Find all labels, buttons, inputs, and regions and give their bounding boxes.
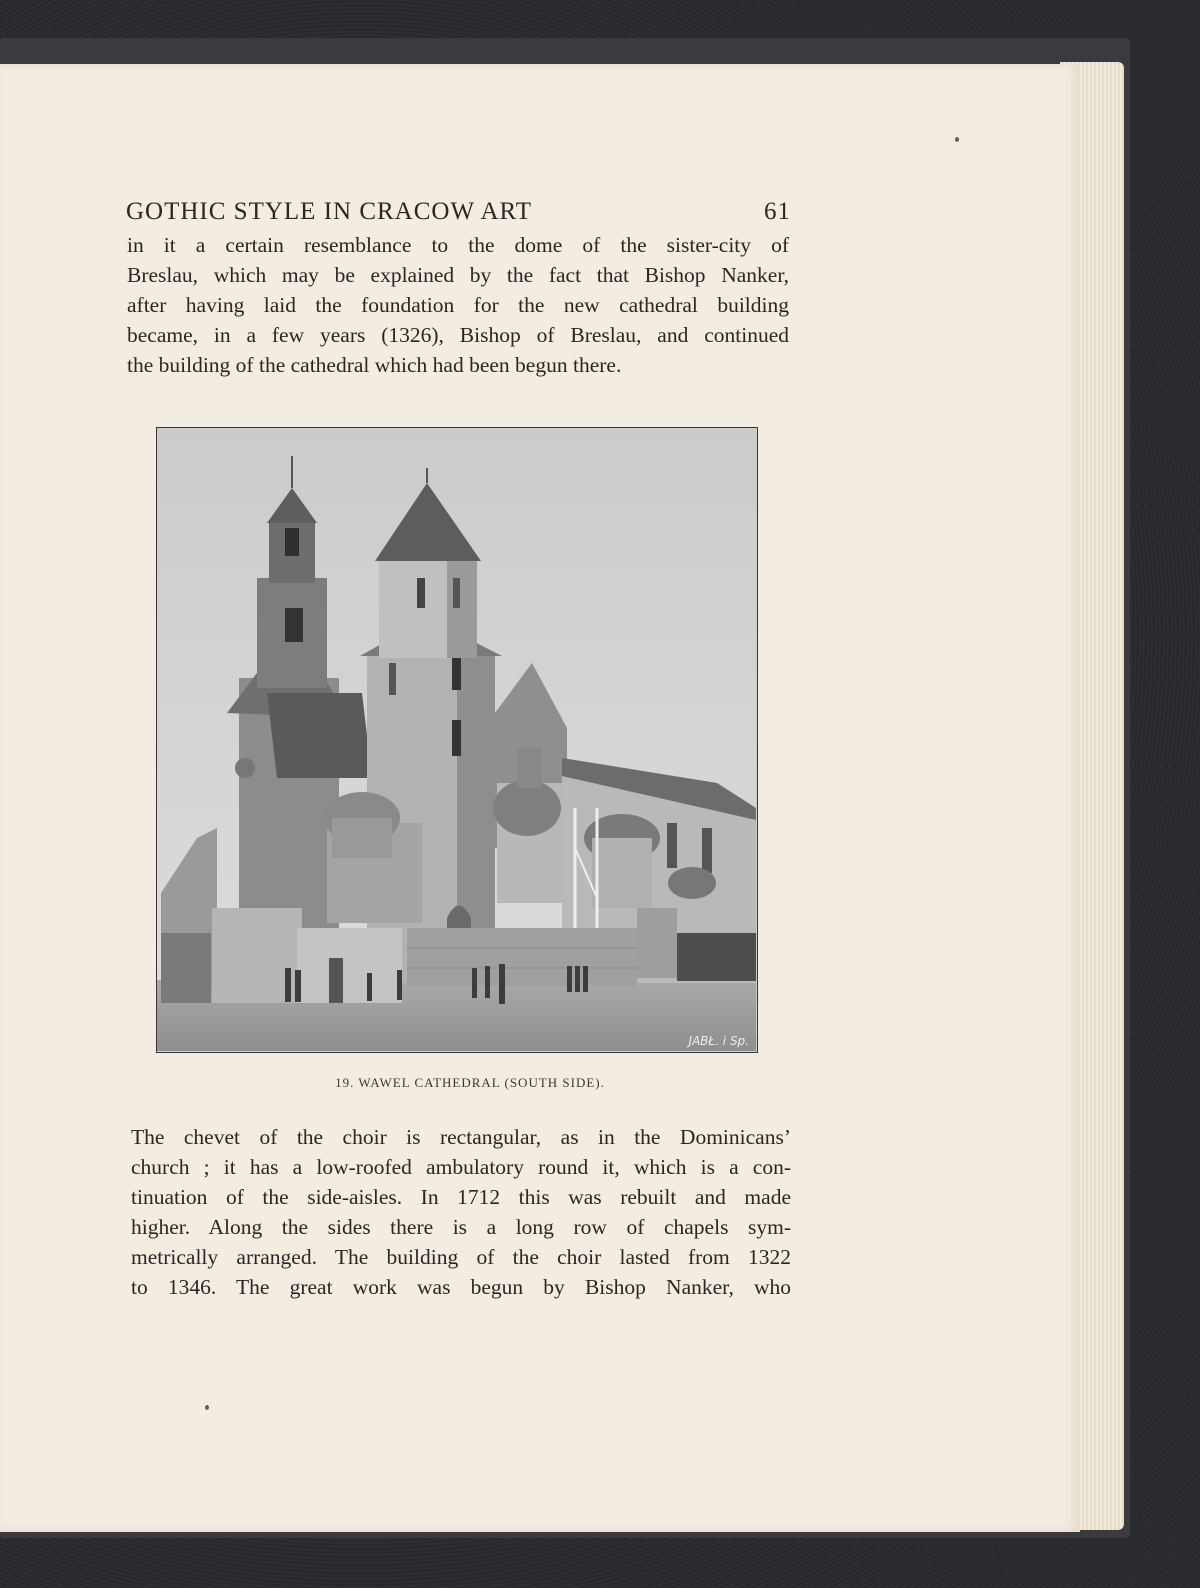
paper-speck xyxy=(955,137,959,142)
paper-speck xyxy=(205,1405,209,1410)
text-line: after having laid the foundation for the new cathedral building xyxy=(127,293,789,317)
paragraph-top xyxy=(127,230,789,380)
cathedral-illustration xyxy=(157,428,756,1051)
paragraph-bottom xyxy=(131,1122,791,1302)
text-line: became, in a few years (1326), Bishop of Breslau, and continued xyxy=(127,323,789,347)
text-line: in it a certain resemblance to the dome of the sister-city of xyxy=(127,233,789,257)
text-line: tinuation of the side-aisles. In 1712 this was rebuilt and made xyxy=(131,1185,791,1209)
text-line: higher. Along the sides there is a long row of chapels sym- xyxy=(131,1215,791,1239)
figure-caption: 19. WAWEL CATHEDRAL (SOUTH SIDE). xyxy=(335,1075,605,1090)
text-line: The chevet of the choir is rectangular, as in the Dominicans’ xyxy=(131,1125,791,1149)
running-head-title: GOTHIC STYLE IN CRACOW ART xyxy=(126,198,532,225)
text-line: Breslau, which may be explained by the fact that Bishop Nanker, xyxy=(127,263,789,287)
engraver-mark: JABŁ. i Sp. xyxy=(688,1034,749,1048)
text-line: to 1346. The great work was begun by Bishop Nanker, who xyxy=(131,1275,791,1299)
text-line: metrically arranged. The building of the choir lasted from 1322 xyxy=(131,1245,791,1269)
page-number: 61 xyxy=(764,198,791,225)
running-head xyxy=(126,198,791,230)
text-line: church ; it has a low-roofed ambulatory round it, which is a con- xyxy=(131,1155,791,1179)
text-line: the building of the cathedral which had been begun there. xyxy=(127,353,622,377)
cathedral-photograph xyxy=(156,427,758,1053)
